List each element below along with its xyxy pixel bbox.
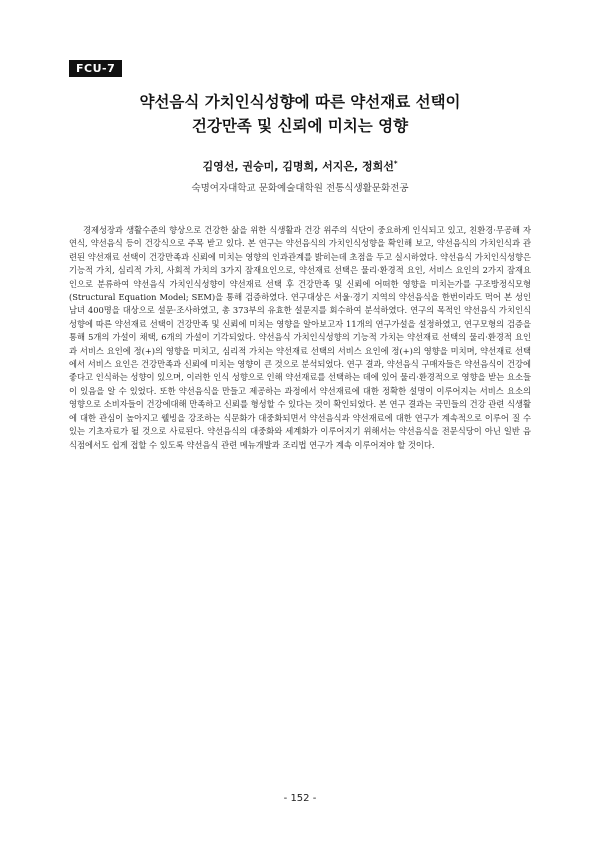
author-list (0, 158, 600, 174)
paper-title-line-1: 약선음식 가치인식성향에 따른 약선재료 선택이 (139, 93, 461, 111)
abstract-body: 경제성장과 생활수준의 향상으로 건강한 삶을 위한 식생활과 건강 위주의 식단이 중요하게 인식되고 있고, 친환경·무공해 자연식, 약선음식 등이 건강식으로 주목 받고 있다. 본 연구는 약선음식의 가치인식성향을 확인해 보고, 약선음식의 가치인식과 관련된 약선재료 선택이 건강만족과 신뢰에 미치는 영향의 인과관계를 밝히는데 초점을 두고 실시하였다. 약선음식 가치인식성향은 기능적 가치, 심리적 가치, 사회적 가치의 3가지 잠재요인으로, 약선재료 선택은 물리·환경적 요인, 서비스 요인의 2가지 잠재요인으로 분류하여 약선음식 가치인식성향이 약선재료 선택 후 건강만족 및 신뢰에 어떠한 영향을 미치는가를 구조방정식모형(Structural Equation Model; SEM)을 통해 검증하였다. 연구대상은 서울·경기 지역의 약선음식을 한번이라도 먹어 본 성인 남녀 400명을 대상으로 설문·조사하였고, 총 373부의 유효한 설문지를 회수하여 분석하였다. 연구의 목적인 약선음식 가치인식성향에 따른 약선재료 선택이 건강만족 및 신뢰에 미치는 영향을 알아보고자 11개의 연구가설을 설정하였고, 연구모형의 검증을 통해 5개의 가설이 채택, 6개의 가설이 기각되었다. 약선음식 가치인식성향의 기능적 가치는 약선재료 선택의 물리·환경적 요인과 서비스 요인에 정(+)의 영향을 미치고, 심리적 가치는 약선재료 선택의 서비스 요인에 정(+)의 영향을 미치며, 약선재료 선택에서 서비스 요인은 건강만족과 신뢰에 미치는 영향이 큰 것으로 분석되었다. 연구 결과, 약선음식 구매자들은 약선음식이 건강에 좋다고 인식하는 성향이 있으며, 이러한 인식 성향으로 인해 약선재료를 선택하는 데에 있어 물리·환경적으로 영향을 받는 요소들이 있음을 알 수 있었다. 또한 약선음식을 만들고 제공하는 과정에서 약선재료에 대한 정확한 설명이 이루어지는 서비스 요소의 영향으로 소비자들이 건강에대해 만족하고 신뢰를 형성할 수 있다는 것이 확인되었다. 본 연구 결과는 국민들의 건강 관련 식생활에 대한 관심이 높아지고 웰빙을 강조하는 식문화가 대중화되면서 약선음식과 약선재료에 대한 연구가 계속적으로 이루어 질 수 있는 기초자료가 될 것으로 사료된다. 약선음식의 대중화와 세계화가 이루어지기 위해서는 약선음식을 전문식당이 아닌 일반 음식점에서도 쉽게 접할 수 있도록 약선음식 관련 메뉴개발과 조리법 연구가 계속 이루어져야 할 것이다. (69, 225, 531, 450)
paper-title-line-2: 건강만족 및 신뢰에 미치는 영향 (191, 117, 409, 135)
author-names: 김영선, 권승미, 김명희, 서지은, 정희선 (202, 160, 394, 173)
affiliation: 숙명여자대학교 문화예술대학원 전통식생활문화전공 (191, 183, 409, 194)
session-badge: FCU-7 (69, 60, 122, 77)
paper-title (0, 90, 600, 138)
corresponding-author-mark: * (393, 159, 398, 168)
page-number: - 152 - (283, 793, 317, 804)
